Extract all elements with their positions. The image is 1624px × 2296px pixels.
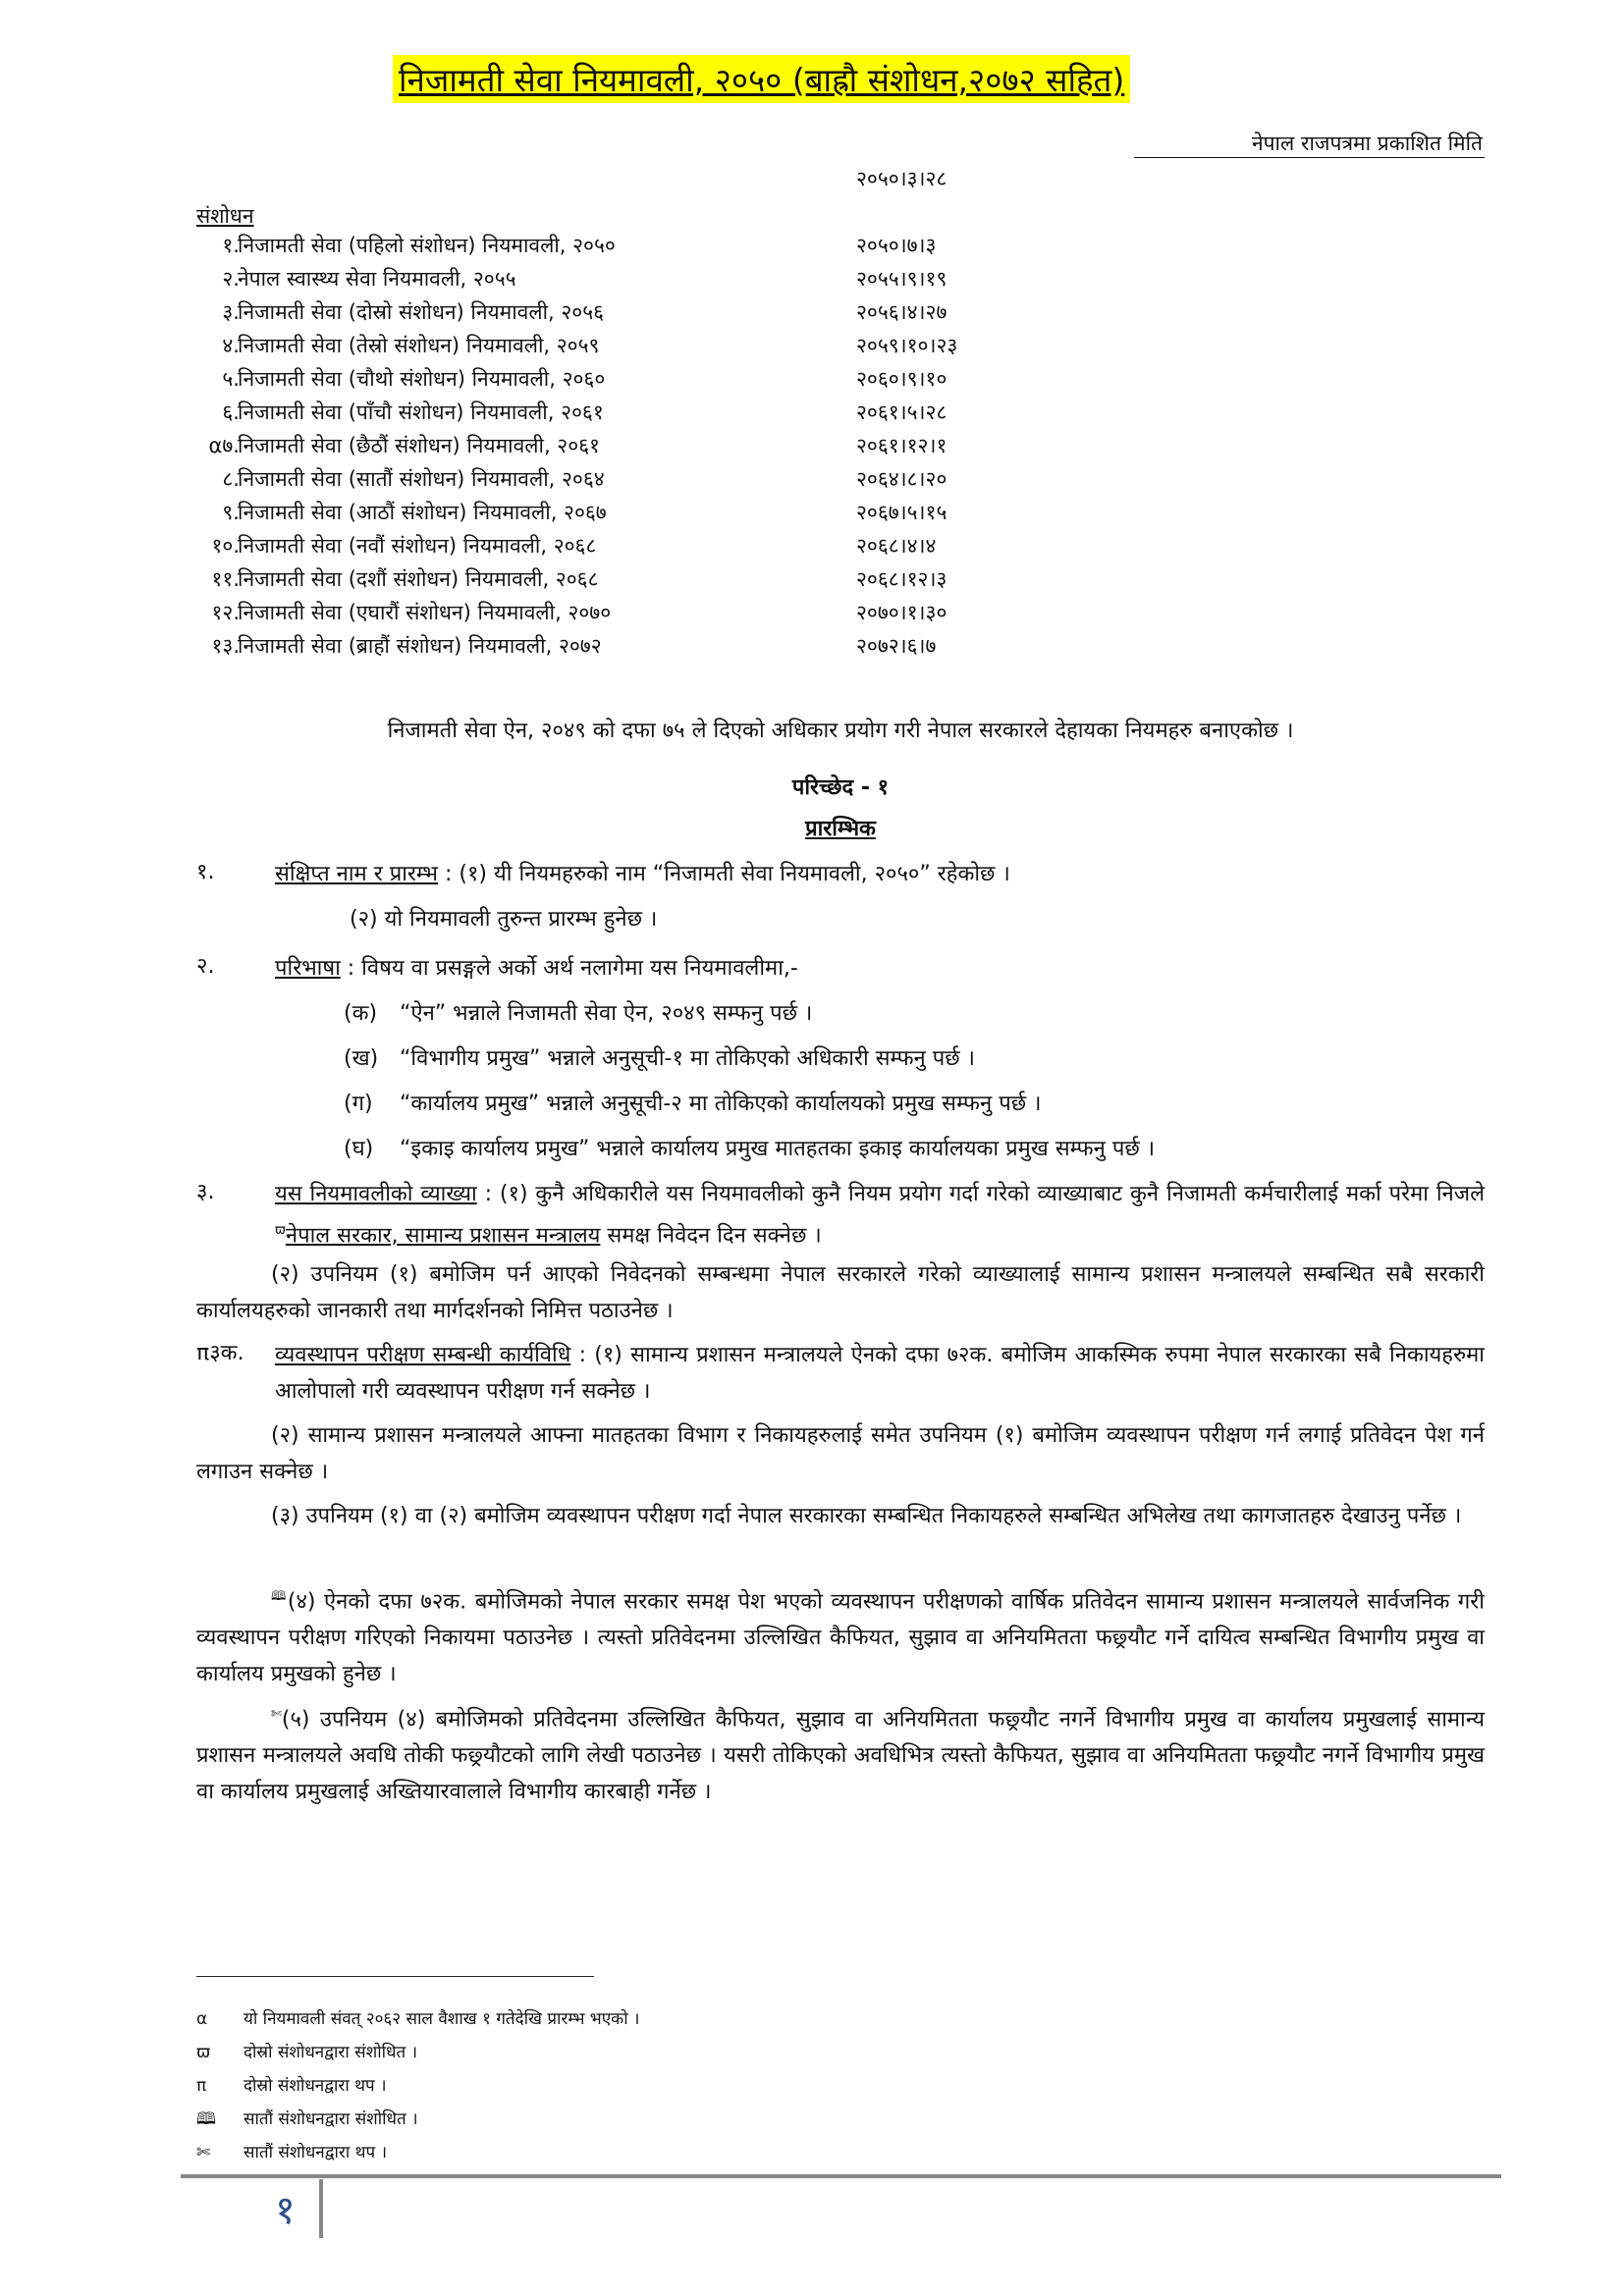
amendment-number: १०. [211,534,240,558]
rule3a-number: π३क. [196,1341,244,1365]
rule3a-sub4 [196,1578,1485,1692]
amendment-title: निजामती सेवा (नवौं संशोधन) नियमावली, २०६८ [238,534,597,558]
definition-text: “कार्यालय प्रमुख” भन्नाले अनुसूची-२ मा तोकिएको कार्यालयको प्रमुख सम्फनु पर्छ । [400,1092,1042,1116]
rule2-body [275,950,1485,987]
amendment-row [192,232,1076,265]
amendment-row [192,532,1076,565]
amendment-row [192,365,1076,399]
amendment-title: निजामती सेवा (ब्राहौं संशोधन) नियमावली, २०७२ [238,634,602,658]
footnote-marker: ϖ [275,1223,286,1238]
amendment-title: निजामती सेवा (एघारौं संशोधन) नियमावली, २०७० [238,601,612,624]
rule2-number: २. [196,954,215,979]
chapter-title-text: प्रारम्भिक [805,817,876,841]
rule3-heading: यस नियमावलीको व्याख्या [275,1182,477,1206]
footnote-text: यो नियमावली संवत् २०६२ साल वैशाख १ गतेदेखि प्रारम्भ भएको । [244,2009,640,2029]
rule1-body [275,856,1485,892]
amendment-title: निजामती सेवा (छैठौं संशोधन) नियमावली, २०६१ [238,434,600,457]
amendments-heading: संशोधन [196,204,254,228]
definition-item [344,1042,975,1072]
amendment-row [192,599,1076,632]
rule3-body [275,1176,1485,1254]
amendment-title: निजामती सेवा (पाँचौ संशोधन) नियमावली, २०६१ [238,400,604,424]
footnote [196,2140,387,2163]
document-title: निजामती सेवा नियमावली, २०५० (बाह्रौ संशोधन,२०७२ सहित) [393,55,1130,103]
amendment-title: निजामती सेवा (पहिलो संशोधन) नियमावली, २०५० [238,234,616,257]
publication-note: नेपाल राजपत्रमा प्रकाशित मिति [1251,132,1483,155]
footnote-divider [196,1976,594,1977]
rule3-amended-text: नेपाल सरकार, सामान्य प्रशासन मन्त्रालय [285,1223,601,1249]
amendment-number: α७. [208,434,240,457]
rule3-sub2: (२) उपनियम (१) बमोजिम पर्न आएको निवेदनको सम्बन्धमा नेपाल सरकारले गरेको व्याख्यालाई सामान्य प्रशासन मन्त्रालयले सम्बन्धित सबै सरकारी कार्यालयहरुको जानकारी तथा मार्गदर्शनको निमित्त पठाउनेछ । [196,1262,1485,1323]
definition-item [344,1133,1155,1162]
amendment-number: ४. [222,334,240,357]
amendment-number: ९. [222,501,240,524]
amendment-title: निजामती सेवा (तेस्रो संशोधन) नियमावली, २०५९ [238,334,600,357]
amendment-row [192,465,1076,499]
amendment-date: २०७०।१।३० [856,601,947,624]
amendment-title: निजामती सेवा (दोस्रो संशोधन) नियमावली, २०५६ [238,300,605,324]
footnote-text: दोस्रो संशोधनद्वारा संशोधित । [244,2043,418,2062]
rule3a-heading: व्यवस्थापन परीक्षण सम्बन्धी कार्यविधि [275,1343,571,1367]
amendment-row [192,298,1076,332]
amendment-row [192,499,1076,532]
amendment-title: निजामती सेवा (आठौं संशोधन) नियमावली, २०६७ [238,501,607,524]
amendment-date: २०७२।६।७ [856,634,937,658]
chapter-label: परिच्छेद - १ [791,775,890,800]
amendment-title: निजामती सेवा (सातौं संशोधन) नियमावली, २०६४ [238,467,605,491]
rule1-sub2: (२) यो नियमावली तुरुन्त प्रारम्भ हुनेछ । [350,907,658,932]
amendment-number: ११. [211,567,240,591]
footnote [196,2040,417,2062]
chapter-title [196,811,1485,847]
footnote [196,2073,387,2096]
page-number-divider [319,2179,323,2238]
rule2-heading: परिभाषा [275,956,341,981]
rule3-number: ३. [196,1180,215,1204]
definition-text: “विभागीय प्रमुख” भन्नाले अनुसूची-१ मा तोकिएको अधिकारी सम्फनु पर्छ । [400,1046,976,1071]
definition-item [344,997,812,1027]
amendment-date: २०५६।४।२७ [856,300,947,324]
page-number: १ [275,2188,296,2233]
footnote-marker: ϖ [196,2043,211,2062]
definition-item [344,1088,1041,1117]
footnote-marker: π [196,2076,207,2096]
amendment-row [192,565,1076,599]
publication-date: २०५०।३।२८ [856,167,947,190]
amendment-title: निजामती सेवा (चौथो संशोधन) नियमावली, २०६० [238,367,606,391]
rule3a-sub3: (३) उपनियम (१) वा (२) बमोजिम व्यवस्थापन परीक्षण गर्दा नेपाल सरकारका सम्बन्धित निकायहरुले सम्बन्धित अभिलेख तथा कागजातहरु देखाउनु पर्नेछ । [271,1504,1462,1528]
book-icon: 🕮 [196,2109,217,2129]
definition-key: (ग) [344,1092,373,1116]
amendment-date: २०६८।४।४ [856,534,937,558]
amendment-row [192,399,1076,432]
rule3-text-end: समक्ष निवेदन दिन सक्नेछ । [607,1223,822,1249]
rule1-text: : (१) यी नियमहरुको नाम “निजामती सेवा नियमावली, २०५०” रहेकोछ । [444,862,1010,886]
rule3-text: : (१) कुनै अधिकारीले यस नियमावलीको कुनै नियम प्रयोग गर्दा गरेको व्याख्याबाट कुनै निजामती कर्मचारीलाई मर्का परेमा निजले [484,1182,1485,1206]
rule2-text: : विषय वा प्रसङ्गले अर्को अर्थ नलागेमा यस नियमावलीमा,- [347,956,798,981]
amendment-number: १३. [211,634,240,658]
preamble: निजामती सेवा ऐन, २०४९ को दफा ७५ ले दिएको अधिकार प्रयोग गरी नेपाल सरकारले देहायका नियमहरु बनाएकोछ । [387,719,1294,743]
amendment-date: २०६१।१२।१ [856,434,947,457]
amendment-date: २०५९।१०।२३ [856,334,958,357]
scissors-icon: ✄ [271,1707,282,1722]
amendment-date: २०६८।१२।३ [856,567,947,591]
amendment-date: २०६०।९।१० [856,367,947,391]
footnote-text: सातौं संशोधनद्वारा थप । [244,2143,388,2163]
amendment-row [192,432,1076,465]
definition-text: “इकाइ कार्यालय प्रमुख” भन्नाले कार्यालय प्रमुख मातहतका इकाइ कार्यालयका प्रमुख सम्फनु पर्छ । [400,1137,1156,1161]
amendment-date: २०५५।९।१९ [856,267,947,291]
rule1-heading: संक्षिप्त नाम र प्रारम्भ [275,862,438,886]
amendment-date: २०६१।५।२८ [856,400,947,424]
definition-text: “ऐन” भन्नाले निजामती सेवा ऐन, २०४९ सम्फनु पर्छ । [400,1001,813,1026]
definition-key: (ख) [344,1046,379,1071]
amendment-number: २. [222,267,240,291]
scissors-icon: ✄ [196,2143,211,2163]
publication-note-underline [1134,157,1485,158]
rule3a-body [275,1337,1485,1410]
amendment-number: ६. [222,400,240,424]
amendment-number: १२. [211,601,240,624]
amendment-row [192,265,1076,298]
footer-rule [181,2174,1501,2178]
amendment-title: नेपाल स्वास्थ्य सेवा नियमावली, २०५५ [238,267,516,291]
rule3a-text: : (१) सामान्य प्रशासन मन्त्रालयले ऐनको दफा ७२क. बमोजिम आकस्मिक रुपमा नेपाल सरकारका सबै निकायहरुमा आलोपालो गरी व्यवस्थापन परीक्षण गर्न सक्नेछ । [275,1343,1485,1404]
definition-key: (क) [344,1001,378,1026]
amendment-row [192,332,1076,365]
footnote [196,2107,418,2135]
footnote-text: सातौं संशोधनद्वारा संशोधित । [244,2109,418,2129]
amendments-list [192,232,1076,666]
rule3a-sub5 [196,1696,1485,1810]
rule3a-sub5-text: (५) उपनियम (४) बमोजिमको प्रतिवेदनमा उल्लिखित कैफियत, सुझाव वा अनियमितता फछ्र्यौट नगर्ने विभागीय प्रमुख वा कार्यालय प्रमुखलाई सामान्य प्रशासन मन्त्रालयले अवधि तोकी फछ्र्यौटको लागि लेखी पठाउनेछ । यसरी तोकिएको अवधिभित्र त्यस्तो कैफियत, सुझाव वा अनियमितता फछ्र्यौट नगर्ने विभागीय प्रमुख वा कार्यालय प्रमुखलाई अख्तियारवालाले विभागीय कारबाही गर्नेछ । [196,1707,1485,1805]
amendment-title: निजामती सेवा (दशौं संशोधन) नियमावली, २०६८ [238,567,599,591]
amendment-date: २०६७।५।१५ [856,501,947,524]
rule3a-sub2: (२) सामान्य प्रशासन मन्त्रालयले आफ्ना मातहतका विभाग र निकायहरुलाई समेत उपनियम (१) बमोजिम व्यवस्थापन परीक्षण गर्न लगाई प्रतिवेदन पेश गर्न लगाउन सक्नेछ । [196,1423,1485,1484]
footnote [196,2006,639,2029]
rule1-number: १. [196,860,215,884]
footnote-marker: α [196,2009,208,2029]
amendment-number: ५. [222,367,240,391]
amendment-row [192,632,1076,666]
footnote-text: दोस्रो संशोधनद्वारा थप । [244,2076,387,2096]
amendment-number: ८. [222,467,240,491]
rule3a-sub4-text: (४) ऐनको दफा ७२क. बमोजिमको नेपाल सरकार समक्ष पेश भएको व्यवस्थापन परीक्षणको वार्षिक प्रतिवेदन सामान्य प्रशासन मन्त्रालयले सार्वजनिक गरी व्यवस्थापन परीक्षण गरिएको निकायमा पठाउनेछ । त्यस्तो प्रतिवेदनमा उल्लिखित कैफियत, सुझाव वा अनियमितता फछ्र्यौट गर्ने दायित्व सम्बन्धित विभागीय प्रमुख वा कार्यालय प्रमुखको हुनेछ । [196,1589,1486,1687]
amendment-number: ३. [222,300,240,324]
amendment-number: १. [222,234,240,257]
book-icon: 🕮 [271,1589,288,1604]
amendment-date: २०५०।७।३ [856,234,937,257]
definition-key: (घ) [344,1137,374,1161]
amendment-date: २०६४।८।२० [856,467,947,491]
